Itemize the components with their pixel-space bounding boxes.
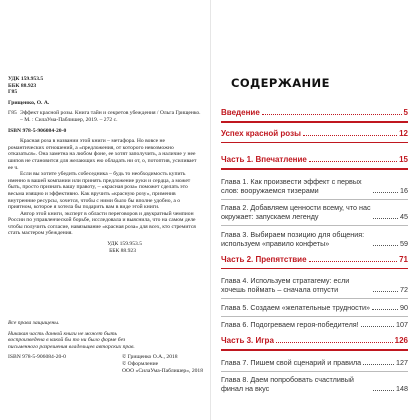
toc-ch3-label: Глава 3. Выбираем позицию для общения: используем «правило конфеты» <box>221 229 365 248</box>
toc-success-label: Успех красной розы <box>221 128 301 138</box>
toc-part1-label: Часть 1. Впечатление <box>221 155 307 164</box>
toc-ch2[interactable] <box>221 202 408 222</box>
toc-ch5-label: Глава 5. Создаем «желательные трудности» <box>221 302 371 312</box>
entry-description: Эффект красной розы. Книга тайн и секретов убеждения / Ольга Грищенко. – М. : СилаУма-Паблишер, 2019. – 272 с. <box>20 110 201 123</box>
toc-part1-page: 15 <box>399 155 408 164</box>
annotation-paragraph-2: Если вы хотите убедить собеседника – будь то необходимость купить именно в вашей компании или принять предложение руки и сердца, а может быть, просто признать вашу правоту, – «красная роза» поможет сделать это весьма изящно и эффективно. Как вручить «красную розу», применив внутренние ресурсы, хочется, чтобы с ними было бы вполне удобно, а о приятном, которое я хотела бы подарить вам в виде этой книги. <box>8 171 191 211</box>
toc-ch3-page: 59 <box>400 238 408 248</box>
copyright-publisher: ООО «СилаУма-Паблишер», 2018 <box>122 367 204 374</box>
toc-part3-page: 126 <box>394 336 408 345</box>
toc-ch1[interactable] <box>221 176 408 196</box>
toc-ch8-page: 148 <box>396 384 408 393</box>
toc-ch6[interactable] <box>221 319 408 330</box>
toc-ch3[interactable] <box>221 229 408 249</box>
toc-ch8-label: Глава 8. Даем попробовать счастливый финал на вкус <box>221 375 354 393</box>
udk-code: УДК 159.953.5 <box>8 76 44 82</box>
author-name: Грищенко, О. А. <box>8 99 50 106</box>
right-page <box>210 0 420 420</box>
catalog-block <box>8 76 202 254</box>
toc-ch7-page: 127 <box>396 357 408 367</box>
toc-ch6-page: 107 <box>396 320 408 329</box>
toc-ch5[interactable] <box>221 302 408 313</box>
toc-ch7[interactable] <box>221 357 408 368</box>
rights-block <box>8 320 208 374</box>
toc-part3[interactable] <box>221 336 408 345</box>
annotation-paragraph-3: Автор этой книги, эксперт в области переговоров и двукратный чемпион России по управленческой борьбе, исследовала и выяснила, что на самом деле чтобы получить согласие, навязывание «красная роза» для всех, кто стремится стать мастером убеждения. <box>8 210 196 237</box>
toc-part2-label: Часть 2. Препятствие <box>221 254 307 264</box>
rights-title: Все права защищены. <box>8 320 60 326</box>
toc-part2-page: 71 <box>399 254 408 264</box>
bbk-bottom: ББК 88.923 <box>109 247 136 254</box>
toc-ch1-page: 16 <box>400 185 408 195</box>
author-code: Г85 <box>8 89 18 96</box>
toc-intro-label: Введение <box>221 108 260 117</box>
toc-ch2-page: 45 <box>400 212 408 221</box>
toc-part2[interactable] <box>221 255 408 264</box>
annotation-paragraph-1: Красная роза в названии этой книги – метафора. Но вовсе не романтических отношений, а «предложения, от которого невозможно отказаться». Она заметна на любом фоне, ее хотят заполучить, а наличие у нее шипов не становится для желающих ею обладать ни от, о, потоптив, усиливает ее ч. <box>8 138 197 171</box>
toc-part1[interactable] <box>221 155 408 164</box>
toc-success[interactable] <box>221 129 408 138</box>
toc-part3-label: Часть 3. Игра <box>221 336 274 345</box>
toc-ch2-label: Глава 2. Добавляем ценности всему, что нас окружает: запускаем легенду <box>221 203 371 221</box>
isbn-top: ISBN 978-5-906084-20-0 <box>8 127 67 134</box>
toc-ch6-label: Глава 6. Подогреваем героя-победителя! <box>221 320 359 329</box>
toc-ch8[interactable] <box>221 374 408 394</box>
bbk-code: ББК 88.923 <box>8 82 37 89</box>
toc-title: СОДЕРЖАНИЕ <box>231 76 330 90</box>
udk-bottom: УДК 159.953.5 <box>107 241 142 248</box>
isbn-bottom: ISBN 978-5-906084-20-0 <box>8 354 66 361</box>
toc-ch4-label: Глава 4. Используем стратагему: если хочешь поймать – сначала отпусти <box>221 276 350 294</box>
toc-ch4[interactable] <box>221 275 408 295</box>
toc-ch4-page: 72 <box>400 285 408 294</box>
toc-intro-page: 5 <box>403 108 408 117</box>
toc-ch5-page: 90 <box>400 302 408 312</box>
toc-ch7-label: Глава 7. Пишем свой сценарий и правила <box>221 357 362 367</box>
toc-intro[interactable] <box>221 108 408 117</box>
toc-success-page: 12 <box>399 128 408 138</box>
entry-code: Г85 <box>8 110 17 117</box>
rights-text: Никакая часть данной книги не может быть воспроизведена в какой бы то ни было форме без письменного разрешения владельцев авторских прав. <box>8 330 135 350</box>
copyright-author: © Грищенко О.А., 2018 <box>122 354 178 361</box>
copyright-design: © Оформление <box>122 360 159 367</box>
toc-ch1-label: Глава 1. Как произвести эффект с первых слов: вооружаемся тизерами <box>221 176 362 195</box>
